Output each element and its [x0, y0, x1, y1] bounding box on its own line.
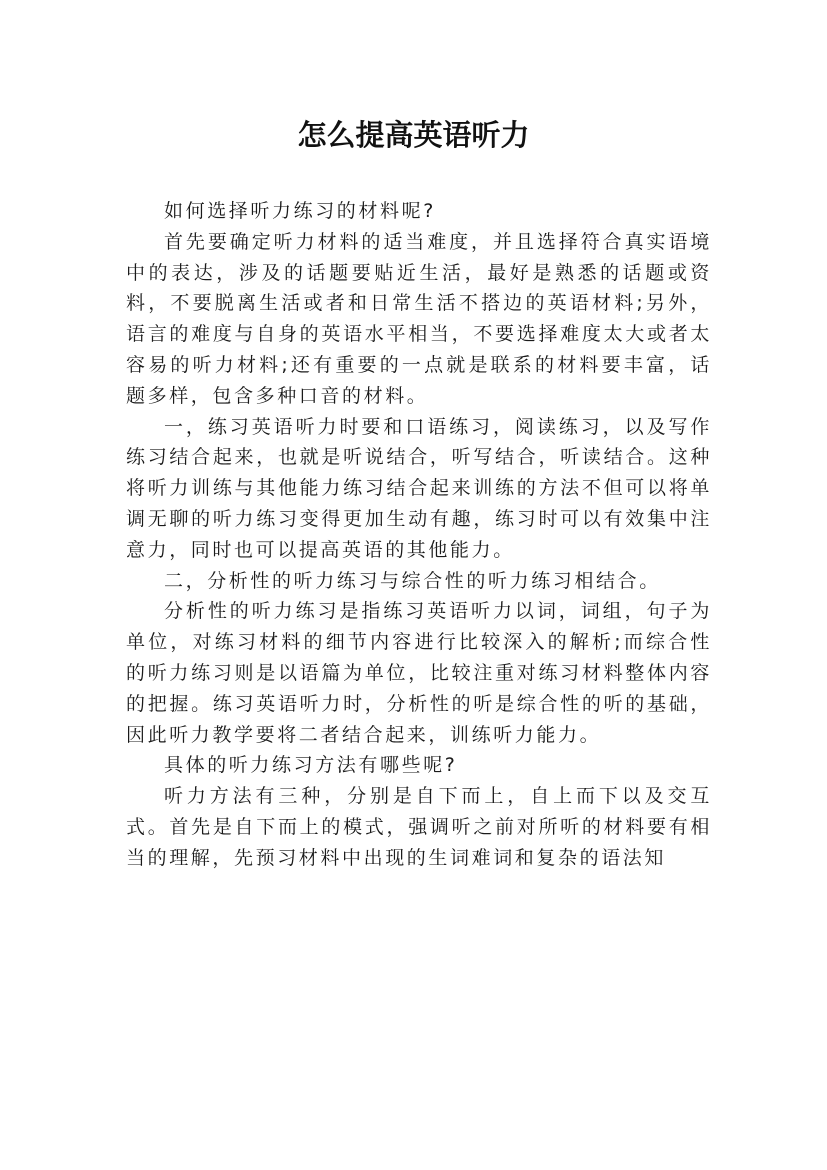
paragraph-question-methods: 具体的听力练习方法有哪些呢?	[164, 754, 458, 777]
paragraph-question-materials: 如何选择听力练习的材料呢?	[164, 200, 436, 222]
paragraph-analytic-synthetic: 二，分析性的听力练习与综合性的听力练习相结合。	[164, 569, 661, 592]
document-body	[126, 196, 712, 874]
paragraph-material-difficulty: 首先要确定听力材料的适当难度，并且选择符合真实语境中的表达，涉及的话题要贴近生活，最好是熟悉的话题或资料，不要脱离生活或者和日常生活不搭边的英语材料;另外，语言的难度与自身的英语水平相当，不要选择难度太大或者太容易的听力材料;还有重要的一点就是联系的材料要丰富，话题多样，包含多种口音的材料。	[126, 230, 712, 407]
document-title: 怎么提高英语听力	[297, 118, 530, 153]
paragraph-combined-practice: 一，练习英语听力时要和口语练习，阅读练习，以及写作练习结合起来，也就是听说结合，听写结合，听读结合。这种将听力训练与其他能力练习结合起来训练的方法不但可以将单调无聊的听力练习变得更加生动有趣，练习时可以有效集中注意力，同时也可以提高英语的其他能力。	[126, 415, 712, 561]
paragraph-analytic-definition: 分析性的听力练习是指练习英语听力以词，词组，句子为单位，对练习材料的细节内容进行比较深入的解析;而综合性的听力练习则是以语篇为单位，比较注重对练习材料整体内容的把握。练习英语听力时，分析性的听是综合性的听的基础，因此听力教学要将二者结合起来，训练听力能力。	[126, 600, 712, 746]
paragraph-three-methods: 听力方法有三种，分别是自下而上，自上而下以及交互式。首先是自下而上的模式，强调听之前对所听的材料要有相当的理解，先预习材料中出现的生词难词和复杂的语法知	[126, 785, 712, 869]
